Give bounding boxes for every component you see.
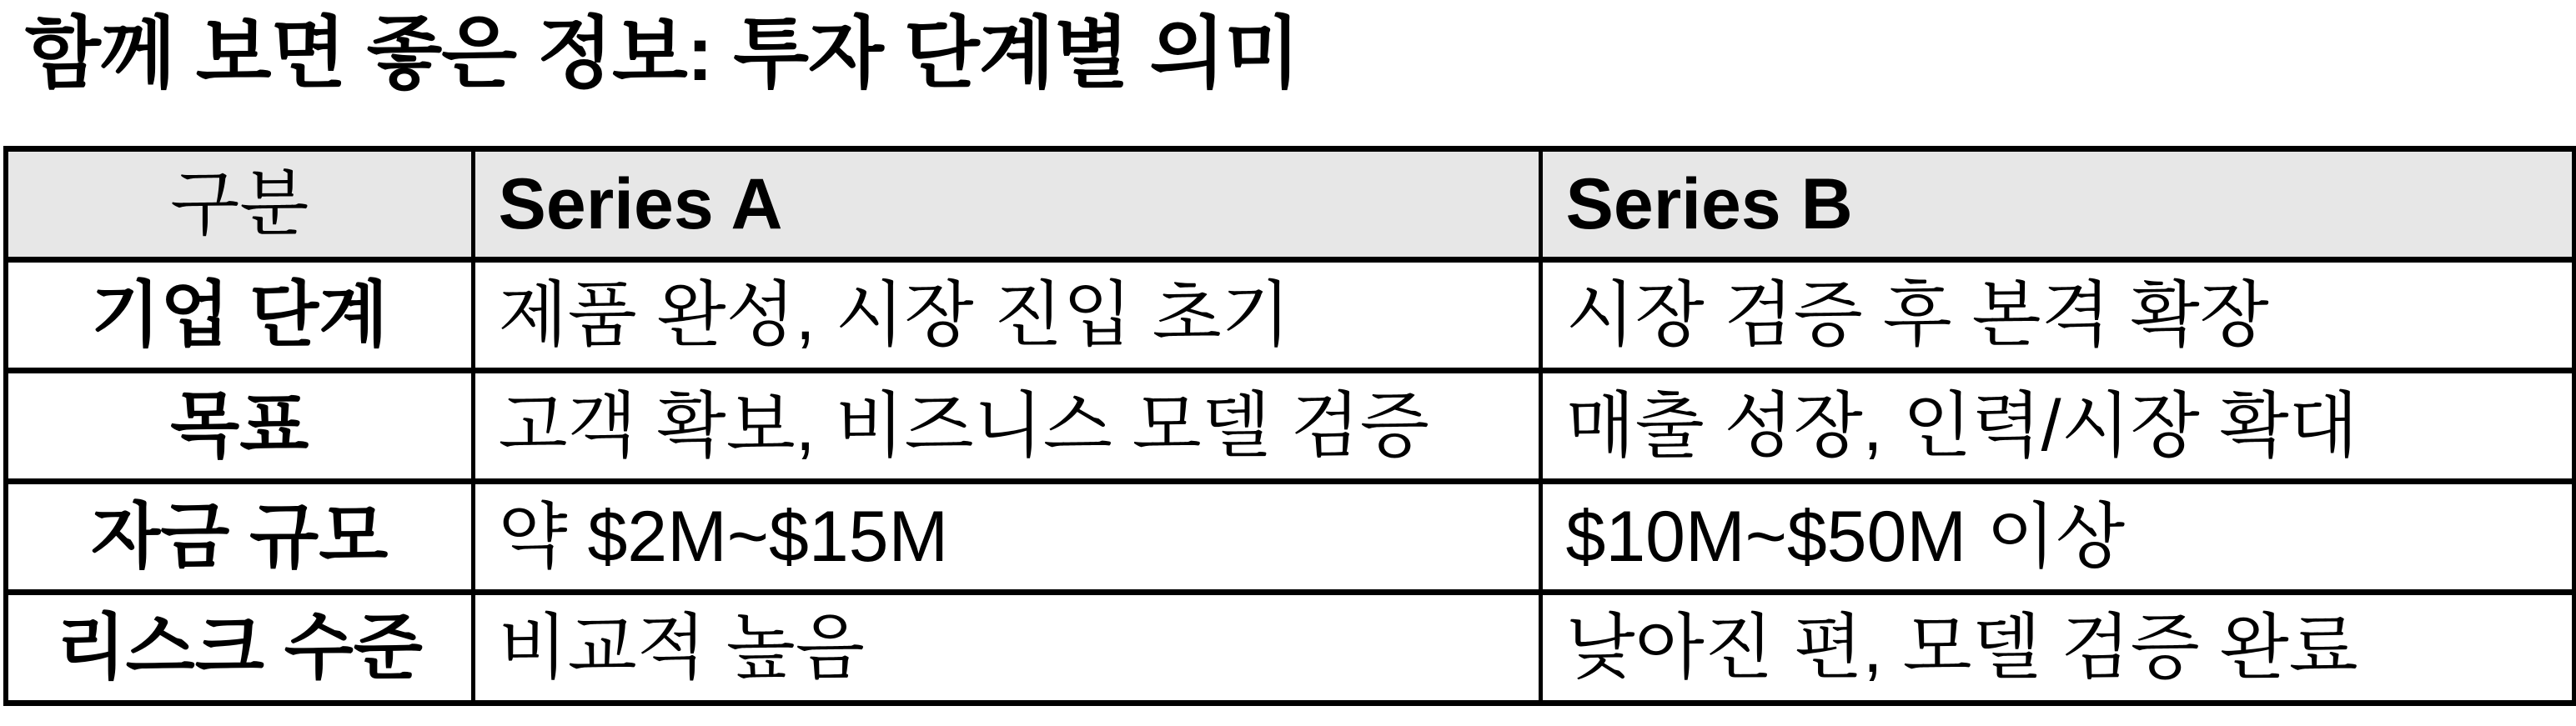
cell-goal-series-a: 고객 확보, 비즈니스 모델 검증 — [473, 371, 1540, 482]
cell-risk-level-series-b: 낮아진 편, 모델 검증 완료 — [1540, 593, 2574, 703]
column-header-category: 구분 — [6, 149, 473, 260]
page-title: 함께 보면 좋은 정보: 투자 단계별 의미 — [25, 9, 1300, 97]
cell-company-stage-series-b: 시장 검증 후 본격 확장 — [1540, 260, 2574, 371]
cell-risk-level-series-a: 비교적 높음 — [473, 593, 1540, 703]
table-row-funding-size — [6, 482, 2574, 593]
cell-funding-size-series-b: $10M~$50M 이상 — [1540, 482, 2574, 593]
row-label-risk-level: 리스크 수준 — [6, 593, 473, 703]
column-header-series-b: Series B — [1540, 149, 2574, 260]
investment-stage-table — [3, 146, 2576, 706]
row-label-goal: 목표 — [6, 371, 473, 482]
cell-funding-size-series-a: 약 $2M~$15M — [473, 482, 1540, 593]
cell-company-stage-series-a: 제품 완성, 시장 진입 초기 — [473, 260, 1540, 371]
table-header-row — [6, 149, 2574, 260]
column-header-series-a: Series A — [473, 149, 1540, 260]
row-label-funding-size: 자금 규모 — [6, 482, 473, 593]
row-label-company-stage: 기업 단계 — [6, 260, 473, 371]
cell-goal-series-b: 매출 성장, 인력/시장 확대 — [1540, 371, 2574, 482]
table-row-goal — [6, 371, 2574, 482]
table-row-risk-level — [6, 593, 2574, 703]
table-row-company-stage — [6, 260, 2574, 371]
